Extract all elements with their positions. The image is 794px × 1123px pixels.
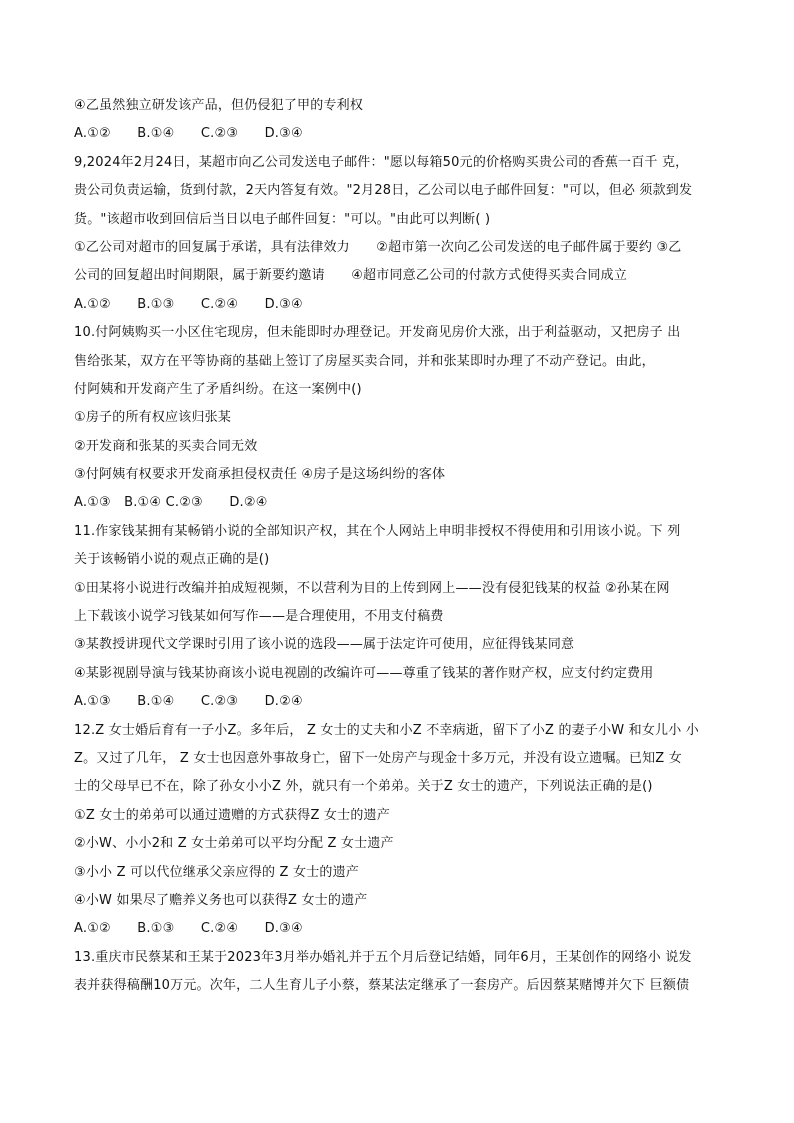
answer-options: A.①② B.①④ C.②③ D.③④	[74, 126, 303, 142]
text-line: ③付阿姨有权要求开发商承担侵权责任 ④房子是这场纠纷的客体	[74, 467, 446, 483]
question-10-line: 10.付阿姨购买一小区住宅现房，但未能即时办理登记。开发商见房价大涨，出于利益驱动，又把房子 出	[74, 325, 681, 341]
question-11-line: 11.作家钱某拥有某畅销小说的全部知识产权，其在个人网站上申明非授权不得使用和引用该小说。下 列	[74, 523, 681, 539]
text-line: 表并获得稿酬10万元。次年，二人生育儿子小蔡，蔡某法定继承了一套房产。后因蔡某赌博并欠下 巨额债	[74, 978, 690, 994]
question-12-line: 12.Z 女士婚后育有一子小Z。多年后， Z 女士的丈夫和小Z 不幸病逝，留下了小Z 的妻子小W 和女儿小 小	[74, 722, 699, 738]
text-line: ④某影视剧导演与钱某协商该小说电视剧的改编许可——尊重了钱某的著作财产权，应支付约定费用	[74, 665, 654, 681]
question-9-line: 9,2024年2月24日，某超市向乙公司发送电子邮件："愿以每箱50元的价格购买贵公司的香蕉一百千 克，	[74, 154, 689, 170]
text-line: 上下载该小说学习钱某如何写作——是合理使用，不用支付稿费	[74, 609, 444, 625]
text-line: 士的父母早已不在，除了孙女小小Z 外，就只有一个弟弟。关于Z 女士的遗产，下列说法正确的是()	[74, 779, 653, 795]
text-line: ①乙公司对超市的回复属于承诺，具有法律效力 ②超市第一次向乙公司发送的电子邮件属于要约 ③乙	[74, 239, 682, 255]
text-line: ③小小 Z 可以代位继承父亲应得的 Z 女士的遗产	[74, 864, 359, 880]
text-line: ①房子的所有权应该归张某	[74, 410, 232, 426]
text-line: ②小W、小小2和 Z 女士弟弟可以平均分配 Z 女士遗产	[74, 836, 394, 852]
text-line: 公司的回复超出时间期限，属于新要约邀请 ④超市同意乙公司的付款方式使得买卖合同成立	[74, 268, 628, 284]
text-line: ④乙虽然独立研发该产品，但仍侵犯了甲的专利权	[74, 98, 364, 113]
question-13-line: 13.重庆市民蔡某和王某于2023年3月举办婚礼并于五个月后登记结婚，同年6月，王某创作的网络小 说发	[74, 949, 692, 965]
text-line: 付阿姨和开发商产生了矛盾纠纷。在这一案例中()	[74, 381, 362, 397]
text-line: ④小W 如果尽了赡养义务也可以获得Z 女士的遗产	[74, 892, 368, 908]
answer-options: A.①③ B.①④ C.②③ D.②④	[74, 495, 268, 511]
text-line: 贵公司负责运输，货到付款，2天内答复有效。"2月28日，乙公司以电子邮件回复："可以，但必 须款到发	[74, 183, 693, 199]
text-line: Z。又过了几年， Z 女士也因意外事故身亡，留下一处房产与现金十多万元，并没有设立遗嘱。已知Z 女	[74, 750, 682, 766]
text-line: ①田某将小说进行改编并拍成短视频，不以营利为目的上传到网上——没有侵犯钱某的权益 ②孙某在网	[74, 580, 670, 596]
text-line: 货。"该超市收到回信后当日以电子邮件回复："可以。"由此可以判断( )	[74, 211, 491, 227]
text-line: ③某教授讲现代文学课时引用了该小说的选段——属于法定许可使用，应征得钱某同意	[74, 637, 575, 653]
text-line: 售给张某，双方在平等协商的基础上签订了房屋买卖合同，并和张某即时办理了不动产登记。由此，	[74, 353, 655, 369]
text-line: 关于该畅销小说的观点正确的是()	[74, 552, 270, 568]
answer-options: A.①② B.①③ C.②④ D.③④	[74, 921, 303, 937]
document-body	[74, 92, 724, 1001]
text-line: ①Z 女士的弟弟可以通过遗赠的方式获得Z 女士的遗产	[74, 807, 390, 823]
answer-options: A.①③ B.①④ C.②③ D.②④	[74, 694, 303, 710]
text-line: ②开发商和张某的买卖合同无效	[74, 438, 258, 454]
answer-options: A.①② B.①③ C.②④ D.③④	[74, 296, 303, 312]
